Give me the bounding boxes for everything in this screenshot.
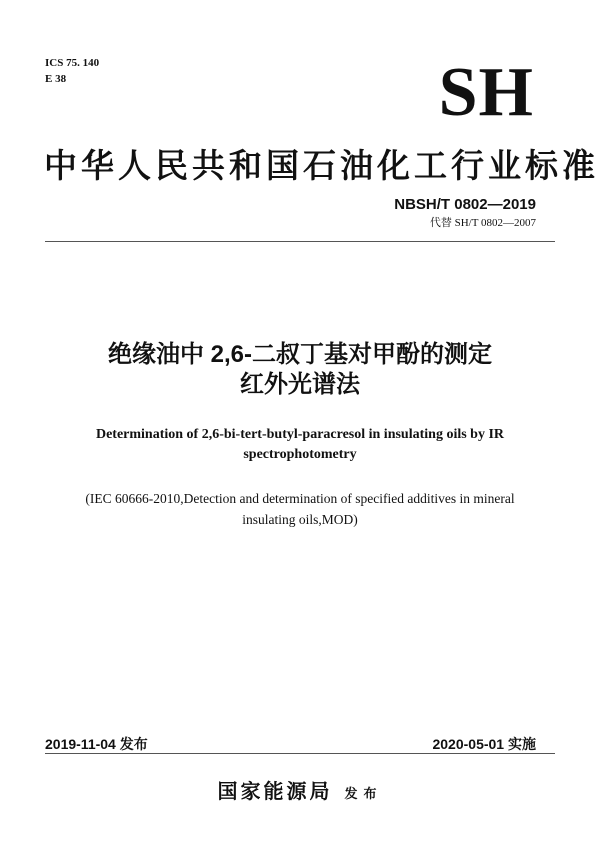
bottom-divider — [45, 753, 555, 754]
iec-reference: (IEC 60666-2010,Detection and determination of specified additives in mineral insulating oils,MOD) — [85, 491, 515, 527]
publisher: 国家能源局 — [217, 781, 333, 803]
replaces-code: 代替 SH/T 0802—2007 — [429, 217, 536, 229]
ics-code: ICS 75. 140 — [45, 57, 100, 69]
publish-label: 发布 — [344, 786, 383, 801]
effective-date: 2020-05-01 实施 — [432, 736, 536, 752]
sh-logo: SH — [438, 54, 534, 131]
top-divider — [45, 241, 555, 242]
classification-codes — [45, 55, 99, 87]
chinese-title-line2: 红外光谱法 — [240, 371, 360, 398]
issue-date: 2019-11-04 发布 — [45, 736, 148, 752]
english-title: Determination of 2,6-bi-tert-butyl-paracresol in insulating oils by IR spectrophotometry — [95, 427, 505, 462]
chinese-title-line1: 绝缘油中 2,6-二叔丁基对甲酚的测定 — [107, 341, 493, 368]
ccs-code: E 38 — [45, 73, 67, 85]
chinese-title — [0, 340, 600, 400]
standard-type: 中华人民共和国石油化工行业标准 — [44, 147, 599, 184]
standard-code: NBSH/T 0802—2019 — [394, 196, 536, 213]
publisher-line — [0, 775, 600, 804]
